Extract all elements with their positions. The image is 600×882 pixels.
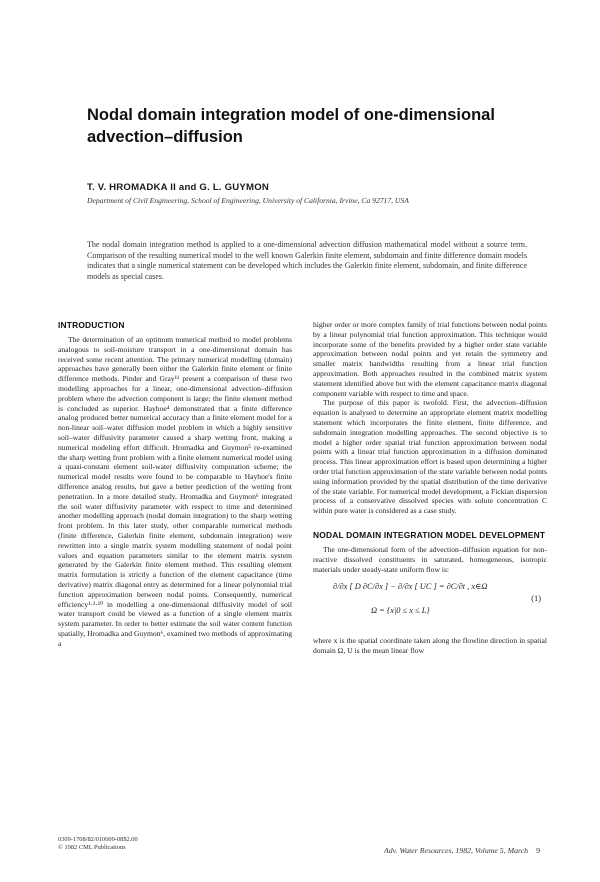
domain-definition: Ω = {x|0 ≤ x ≤ L} <box>371 606 430 616</box>
equation-number: (1) <box>531 594 541 604</box>
author-list: T. V. HROMADKA II and G. L. GUYMON <box>87 182 269 193</box>
copyright: © 1982 CML Publications <box>58 844 126 852</box>
section-paragraph: The one-dimensional form of the advection–diffusion equation for non-reactive dissolved constituents in saturated, homogeneous, isotropic materials under steady-state uniform flow is: <box>313 544 547 574</box>
affiliation: Department of Civil Engineering, School of Engineering, University of California, Irvine, Ca 92717, USA <box>87 196 409 205</box>
purpose-paragraph: The purpose of this paper is twofold. First, the advection–diffusion equation is analysed to determine an appropriate element matrix modelling statement which incorporates the finite element, finite difference, and subdomain integration modelling approaches. The second objective is to model a higher order spatial trial function approximation between nodal points with a linear trial function approximation in a diffusion dominated process. This linear approximation effort is based upon determining a higher order trial function approximation of the state variable between nodal points using information provided by the spatial distribution of the time derivative of the state variable. For numerical model development, a Fickian dispersion process of a conservative dissolved species with solute concentration C within pure water is considered as a case study. <box>313 398 547 516</box>
right-column <box>313 320 547 656</box>
introduction-heading: INTRODUCTION <box>58 320 125 330</box>
issn-code: 0309-1708/82/010009-08$2.00 <box>58 836 138 843</box>
footer-journal <box>340 846 540 855</box>
footer-codes <box>58 836 138 852</box>
introduction-paragraph: The determination of an optimum numerical method to model problems analogous to soil-moisture transport in a one-dimensional domain has received some recent attention. The primary numerical modelling (domain) approaches have generally been either the Galerkin finite element or finite difference methods. Pinder and Gray¹¹ present a comparison of these two modelling approaches for a linear, one-dimensional advection–diffusion problem where the advection component is large; the finite element method is concluded as superior. Hayhoe⁴ demonstrated that a finite difference analog produced better numerical accuracy than a finite element model for a non-linear soil–water diffusion model problem in which a highly sensitive soil–water diffusivity parameter caused a sharp wetting front, making a numerical modeling effort difficult. Hromadka and Guymon⁵ re-examined the sharp wetting front problem with a finite element numerical model using a quasi-constant element soil-water diffusivity computation scheme; the numerical model results were found to be comparable to Hayhoe's finite difference analog results, but gave a better prediction of the wetting front penetration. In a more detailed study, Hromadka and Guymon⁶ integrated the soil water diffusivity parameter with respect to time and determined another modelling approach (nodal domain integration) to the sharp wetting front problem. In this later study, other comparable numerical methods (finite difference, Galerkin finite element, subdomain integration) were rewritten into a single matrix system modelling statement of nodal point values and equation parameters similar to the element matrix system generated by the Galerkin finite element method. This resulting element matrix formulation is strictly a function of the element capacitance (time derivative) matrix diagonal entry as determined for a linear polynomial trial function approximation between nodal points. Consequently, numerical efficiency¹·³·¹⁰ in modelling a one-dimensional diffusivity model of soil water transport could be viewed as a function of a single element matrix system parameter. In order to better estimate the soil water content function spatially, Hromadka and Guymon⁶, examined two methods of approximating a <box>58 335 292 648</box>
equation-line: ∂/∂x [ D ∂C/∂x ] − ∂/∂x [ UC ] = ∂C/∂t , x∈Ω <box>333 582 488 592</box>
page-number: 9 <box>536 846 540 855</box>
section-paragraph-2: where x is the spatial coordinate taken along the flowline direction in spatial domain Ω, U is the mean linear flow <box>313 636 547 656</box>
journal-citation: Adv. Water Resources, 1982, Volume 5, March <box>384 846 529 855</box>
equation-1 <box>313 578 547 630</box>
introduction-paragraph-continued: higher order or more complex family of trial functions between nodal points by a linear polynomial trial function approximation. This technique would incorporate some of the benefits provided by a higher order state variable approximation between nodal points and yet retain the symmetry and smaller matrix handwidths resulting from a linear trial function approximation. Both approaches resulted in the combined matrix system statement identified above but with the element capacitance matrix diagonal component variable with respect to time and space. <box>313 320 547 398</box>
abstract: The nodal domain integration method is applied to a one-dimensional advection diffusion mathematical model without a source term. Comparison of the resulting numerical model to the well known Galerkin finite element, subdomain and finite difference domain models indicates that a single numerical statement can be developed which includes the Galerkin finite element, subdomain, and finite difference models as special cases. <box>87 240 527 281</box>
left-column <box>58 320 292 649</box>
paper-title: Nodal domain integration model of one-dimensional advection–diffusion <box>87 106 495 146</box>
section-heading: NODAL DOMAIN INTEGRATION MODEL DEVELOPMENT <box>313 529 546 540</box>
